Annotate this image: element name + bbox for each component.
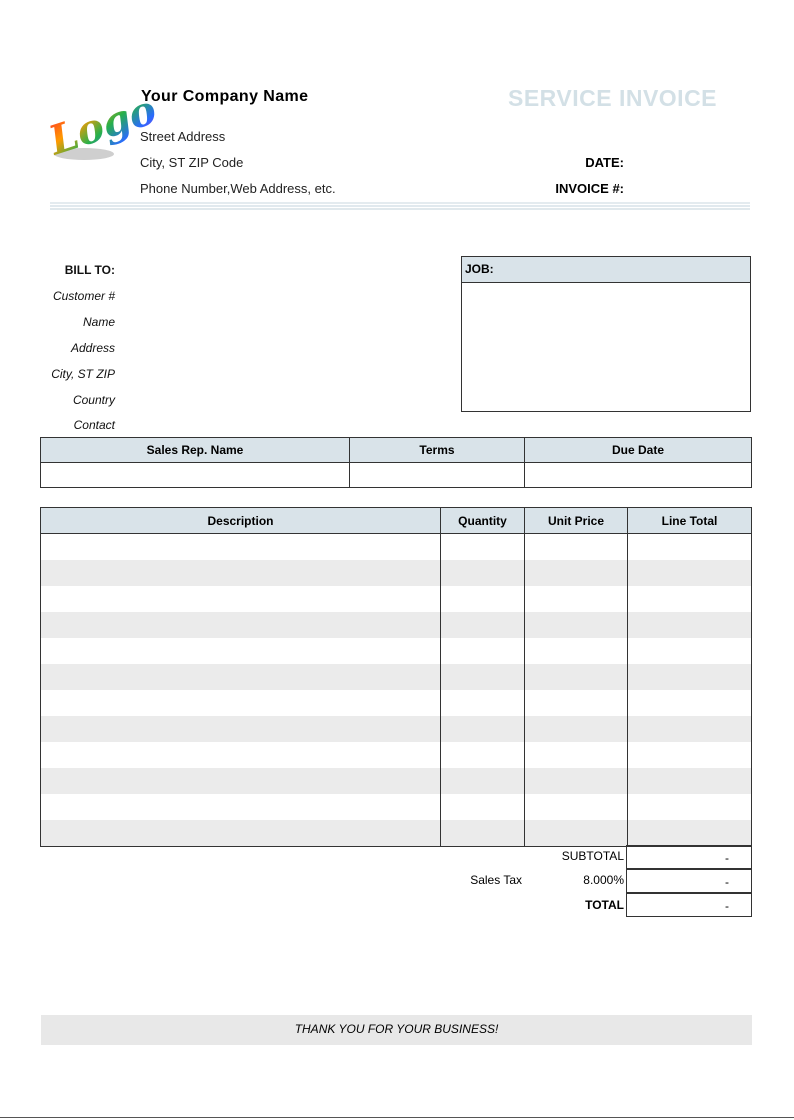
page-bottom-rule: [0, 1117, 794, 1118]
table-row: [41, 560, 752, 586]
unit-price-cell[interactable]: [525, 690, 628, 716]
logo-text: Logo: [43, 86, 163, 165]
quantity-cell[interactable]: [441, 794, 525, 820]
table-row: [41, 742, 752, 768]
sales-rep-cell[interactable]: [41, 463, 350, 488]
line-total-cell[interactable]: [628, 534, 752, 561]
line-total-cell[interactable]: [628, 716, 752, 742]
line-total-cell[interactable]: [628, 794, 752, 820]
date-label: DATE:: [585, 155, 624, 170]
unit-price-header: Unit Price: [525, 508, 628, 534]
company-logo: [40, 84, 163, 169]
bill-to-name-label: Name: [82, 315, 115, 329]
line-total-header: Line Total: [628, 508, 752, 534]
table-row: [41, 612, 752, 638]
unit-price-cell[interactable]: [525, 612, 628, 638]
table-row: [41, 534, 752, 561]
line-total-cell[interactable]: [628, 612, 752, 638]
quantity-cell[interactable]: [441, 768, 525, 794]
total-label: TOTAL: [585, 898, 624, 912]
bill-to-city-label: City, ST ZIP: [51, 367, 115, 381]
table-row: [41, 690, 752, 716]
street-address: Street Address: [140, 129, 226, 144]
terms-cell[interactable]: [350, 463, 525, 488]
unit-price-cell[interactable]: [525, 586, 628, 612]
description-cell[interactable]: [41, 742, 441, 768]
description-cell[interactable]: [41, 534, 441, 561]
table-row: [41, 768, 752, 794]
job-heading: JOB:: [462, 257, 750, 283]
line-total-cell[interactable]: [628, 820, 752, 847]
line-total-cell[interactable]: [628, 690, 752, 716]
quantity-cell[interactable]: [441, 560, 525, 586]
description-cell[interactable]: [41, 794, 441, 820]
table-row: [41, 716, 752, 742]
description-cell[interactable]: [41, 820, 441, 847]
description-cell[interactable]: [41, 768, 441, 794]
city-state-zip: City, ST ZIP Code: [140, 155, 244, 170]
line-total-cell[interactable]: [628, 664, 752, 690]
job-field[interactable]: [462, 283, 750, 411]
bill-to-address-label: Address: [70, 341, 115, 355]
quantity-cell[interactable]: [441, 690, 525, 716]
subtotal-label: SUBTOTAL: [561, 849, 624, 863]
due-date-cell[interactable]: [525, 463, 752, 488]
table-row: [41, 794, 752, 820]
bill-to-country-label: Country: [72, 393, 115, 407]
table-row: [41, 820, 752, 847]
description-cell[interactable]: [41, 638, 441, 664]
company-name: Your Company Name: [141, 88, 309, 105]
invoice-number-label: INVOICE #:: [555, 181, 624, 196]
line-items-table: [40, 507, 752, 847]
description-cell[interactable]: [41, 612, 441, 638]
sales-tax-rate[interactable]: 8.000%: [583, 873, 624, 887]
line-total-cell[interactable]: [628, 586, 752, 612]
quantity-cell[interactable]: [441, 534, 525, 561]
unit-price-cell[interactable]: [525, 768, 628, 794]
unit-price-cell[interactable]: [525, 638, 628, 664]
terms-header: Terms: [350, 438, 525, 463]
thank-you-banner: THANK YOU FOR YOUR BUSINESS!: [41, 1015, 752, 1045]
unit-price-cell[interactable]: [525, 820, 628, 847]
due-date-header: Due Date: [525, 438, 752, 463]
header-separator: [50, 202, 750, 212]
bill-to-contact-label: Contact: [73, 418, 115, 432]
description-cell[interactable]: [41, 664, 441, 690]
description-cell[interactable]: [41, 690, 441, 716]
unit-price-cell[interactable]: [525, 716, 628, 742]
description-cell[interactable]: [41, 586, 441, 612]
unit-price-cell[interactable]: [525, 742, 628, 768]
sales-tax-value: -: [626, 869, 752, 893]
sales-rep-table: [40, 437, 752, 488]
unit-price-cell[interactable]: [525, 560, 628, 586]
table-row: [41, 586, 752, 612]
line-total-cell[interactable]: [628, 560, 752, 586]
subtotal-value: -: [626, 845, 752, 869]
line-total-cell[interactable]: [628, 742, 752, 768]
total-value: -: [626, 893, 752, 917]
quantity-cell[interactable]: [441, 664, 525, 690]
table-row: [41, 638, 752, 664]
job-box: [461, 256, 751, 412]
quantity-cell[interactable]: [441, 612, 525, 638]
unit-price-cell[interactable]: [525, 534, 628, 561]
bill-to-heading: BILL TO:: [64, 263, 115, 277]
quantity-cell[interactable]: [441, 586, 525, 612]
quantity-header: Quantity: [441, 508, 525, 534]
quantity-cell[interactable]: [441, 742, 525, 768]
phone-web: Phone Number,Web Address, etc.: [140, 181, 336, 196]
quantity-cell[interactable]: [441, 820, 525, 847]
table-row: [41, 664, 752, 690]
line-total-cell[interactable]: [628, 768, 752, 794]
invoice-title: SERVICE INVOICE: [508, 85, 718, 111]
bill-to-customer-label: Customer #: [52, 289, 115, 303]
description-cell[interactable]: [41, 716, 441, 742]
unit-price-cell[interactable]: [525, 794, 628, 820]
description-header: Description: [41, 508, 441, 534]
description-cell[interactable]: [41, 560, 441, 586]
unit-price-cell[interactable]: [525, 664, 628, 690]
sales-tax-label: Sales Tax: [470, 873, 522, 887]
quantity-cell[interactable]: [441, 638, 525, 664]
line-total-cell[interactable]: [628, 638, 752, 664]
quantity-cell[interactable]: [441, 716, 525, 742]
sales-rep-header: Sales Rep. Name: [41, 438, 350, 463]
